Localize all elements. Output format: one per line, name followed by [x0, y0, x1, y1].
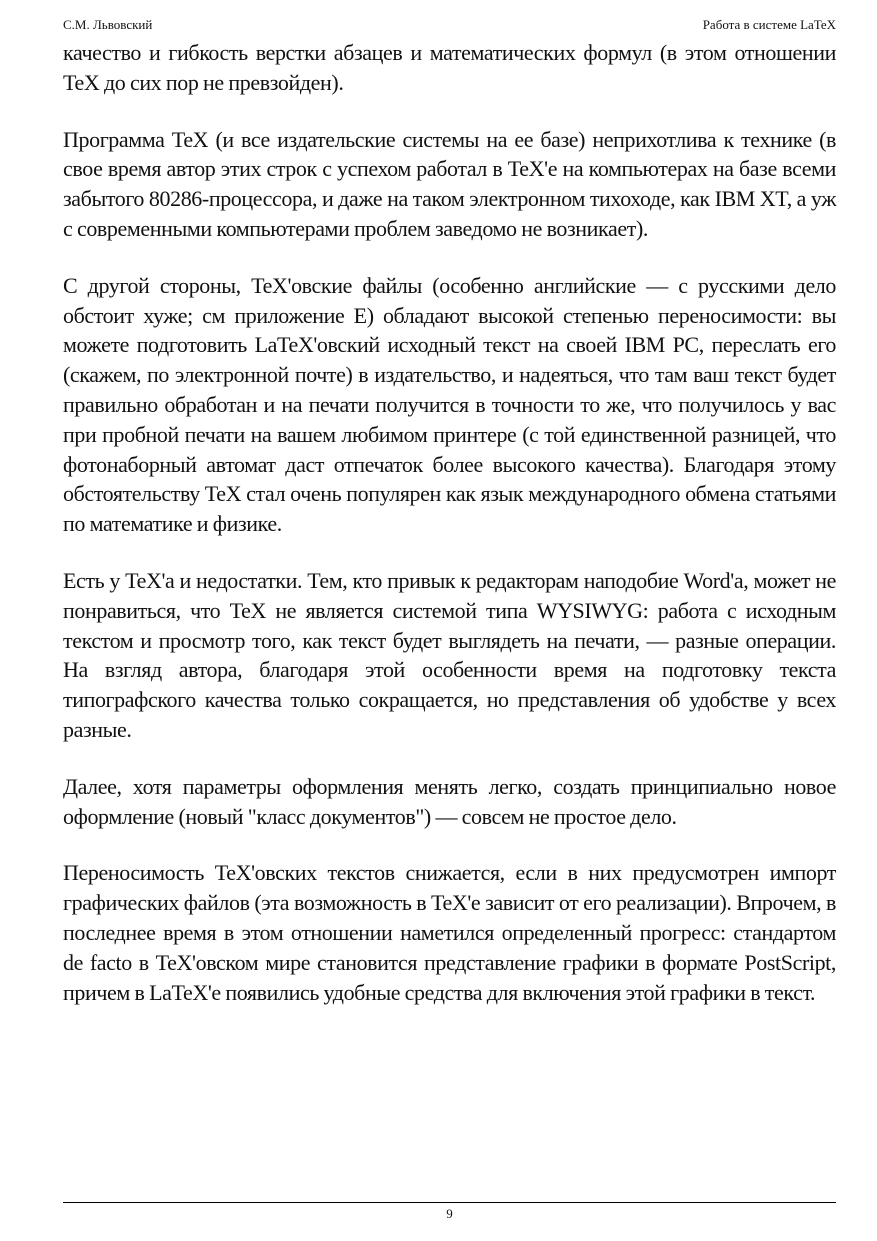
paragraph: Программа TeX (и все издательские системы на ее базе) неприхотлива к технике (в свое время автор этих строк с успехом работал в TeX'е на компьютерах на базе всеми забытого 80286-процессора, и даже на таком электронном тихоходе, как IBM XT, а уж с современными компьютерами проблем заведомо не возникает).: [63, 126, 836, 241]
paragraph: Переносимость TeX'овских текстов снижается, если в них предусмотрен импорт графических файлов (эта возможность в TeX'е зависит от его реализации). Впрочем, в последнее время в этом отношении наметился определенный прогресс: стандартом de facto в TeX'овском мире становится представление графики в формате PostScript, причем в LaTeX'е появились удобные средства для включения этой графики в текст.: [63, 860, 836, 1005]
paragraph: С другой стороны, TeX'овские файлы (особенно английские — с русскими дело обстоит хуже; см приложение E) обладают высокой степенью переносимости: вы можете подготовить LaTeX'овский исходный текст на своей IBM PC, переслать его (скажем, по электронной почте) в издательство, и надеяться, что там ваш текст будет правильно обработан и на печати получится в точности то же, что получилось у вас при пробной печати на вашем любимом принтере (с той единственной разницей, что фотонаборный автомат даст отпечаток более высокого качества). Благодаря этому обстоятельству TeX стал очень популярен как язык международного обмена статьями по математике и физике.: [63, 272, 836, 537]
header-title: Работа в системе LaTeX: [702, 17, 836, 32]
page-body: [63, 38, 836, 1034]
footer-divider: [63, 1202, 836, 1203]
header-author: С.М. Львовский: [63, 17, 153, 32]
page-header: [63, 17, 836, 33]
page-number: 9: [446, 1206, 453, 1221]
paragraph: Далее, хотя параметры оформления менять легко, создать принципиально новое оформление (новый "класс документов") — совсем не простое дело.: [63, 773, 836, 829]
paragraph: качество и гибкость верстки абзацев и математических формул (в этом отношении TeX до сих пор не превзойден).: [63, 40, 836, 95]
paragraph: Есть у TeX'а и недостатки. Тем, кто привык к редакторам наподобие Word'а, может не понравиться, что TeX не является системой типа WYSIWYG: работа с исходным текстом и просмотр того, как текст будет выглядеть на печати, — разные операции. На взгляд автора, благодаря этой особенности время на подготовку текста типографского качества только сокращается, но представления об удобстве у всех разные.: [63, 567, 836, 742]
